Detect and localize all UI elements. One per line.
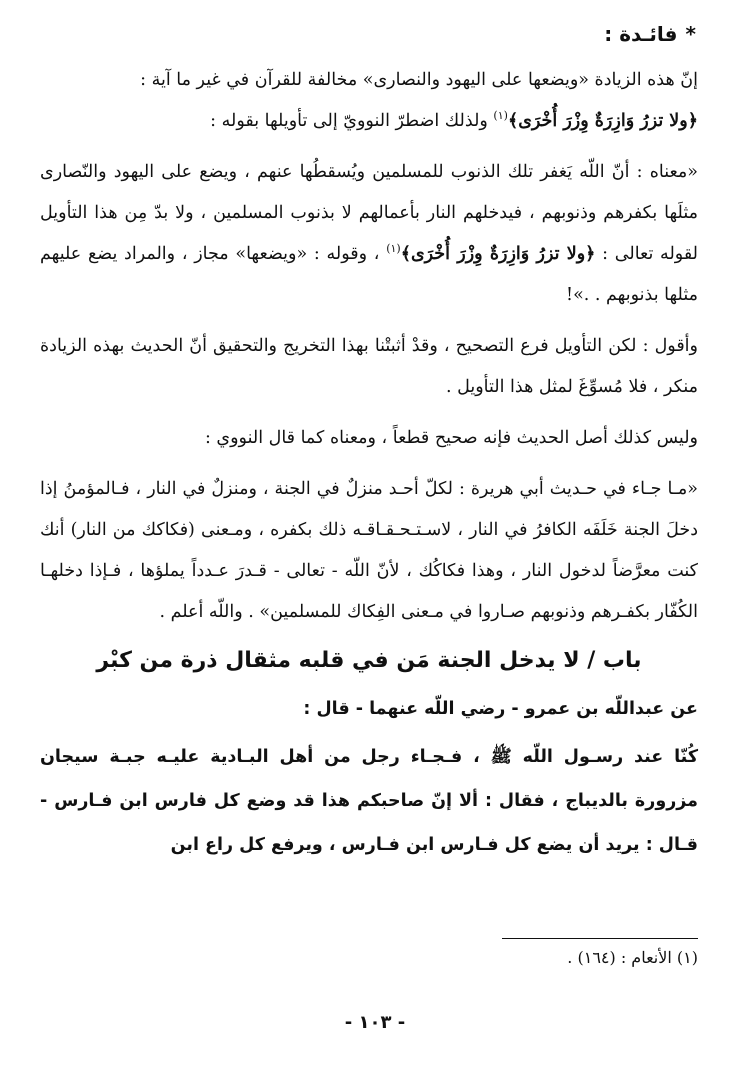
abu-hurayra-paragraph: «مـا جـاء في حـديث أبي هريرة : لكلّ أحـد منزلٌ في الجنة ، ومنزلٌ في النار ، فـالمؤمنُ إذا دخلَ الجنة خَلَفَه الكافرُ في النار ، لاسـتـحـقـاقـه ذلك بكفره ، ومـعنى (فكاكك من النار) أنك كنت معرَّضاً لدخول النار ، وهذا فكاكُك ، لأنّ اللّه - تعالى - قـدرَ عـدداً يملؤها ، فـإذا دخلهـا الكُفّار بكفـرهم وذنوبهم صـاروا في مـعنى الفِكاك للمسلمين» . واللّه أعلم . bbox=[40, 479, 698, 622]
nawawi-quote-paragraph bbox=[40, 152, 698, 316]
intro-line-1: إنّ هذه الزيادة «ويضعها على اليهود والنصارى» مخالفة للقرآن في غير ما آية : bbox=[140, 70, 698, 90]
quran-verse-2: ﴿ولا تزرُ وَازِرَةٌ وِزْرَ أُخْرَى﴾ bbox=[400, 244, 596, 264]
nawawi-quote-part2: ، وقوله : «ويضعها» مجاز ، والمراد يضع عليهم مثلها بذنوبهم . .»! bbox=[40, 244, 698, 305]
footnote-marker-1: (١) bbox=[493, 109, 508, 123]
asterisk-icon: * bbox=[685, 22, 698, 46]
page-number: - ١٠٣ - bbox=[344, 1012, 406, 1033]
intro-paragraph bbox=[40, 60, 698, 142]
narrator-line: عن عبداللّه بن عمرو - رضي اللّه عنهما - قال : bbox=[303, 699, 698, 719]
nawawi-quote-part1: «معناه : أنّ اللّه يَغفر تلك الذنوب للمسلمين ويُسقطُها عنهم ، ويضع على اليهود والنّصارى مثلَها بكفرهم وذنوبهم ، فيدخلهم النار بأعمالهم لا بذنوب المسلمين ، ولا بدّ مِن هذا التأويل لقوله تعالى : bbox=[40, 162, 699, 264]
benefit-title: فائـدة : bbox=[604, 22, 678, 46]
footnotes bbox=[40, 938, 698, 973]
quran-verse-1: ﴿ولا تزرُ وَازِرَةٌ وِزْرَ أُخْرَى﴾ bbox=[507, 111, 698, 131]
author-comment-paragraph: وأقول : لكن التأويل فرع التصحيح ، وقدْ أثبتْنا بهذا التخريج والتحقيق أنّ الحديث بهذه الزيادة منكر ، فلا مُسوِّغَ لمثل هذا التأويل . bbox=[40, 336, 698, 397]
benefit-heading bbox=[40, 22, 698, 46]
intro-line-2: ولذلك اضطرّ النوويّ إلى تأويلها بقوله : bbox=[210, 111, 494, 131]
chapter-title: باب / لا يدخل الجنة مَن في قلبه مثقال ذرة من كبْر bbox=[96, 648, 642, 673]
footnote-marker-2: (١) bbox=[386, 242, 401, 256]
footnote-1: (١) الأنعام : (١٦٤) . bbox=[567, 948, 698, 967]
hadith-text: كُنّا عند رسـول اللّه ﷺ ، فـجـاء رجل من أهل البـادية عليـه جبـة سيجان مزرورة بالديباج ، فقال : ألا إنّ صاحبكم هذا قد وضع كل فارس ابن فـارس - قـال : يريد أن يضع كل فـارس ابن فـارس ، ويرفع كل راع ابن bbox=[40, 747, 698, 855]
lead-in-paragraph: وليس كذلك أصل الحديث فإنه صحيح قطعاً ، ومعناه كما قال النووي : bbox=[204, 428, 698, 448]
footnote-divider bbox=[502, 938, 698, 939]
